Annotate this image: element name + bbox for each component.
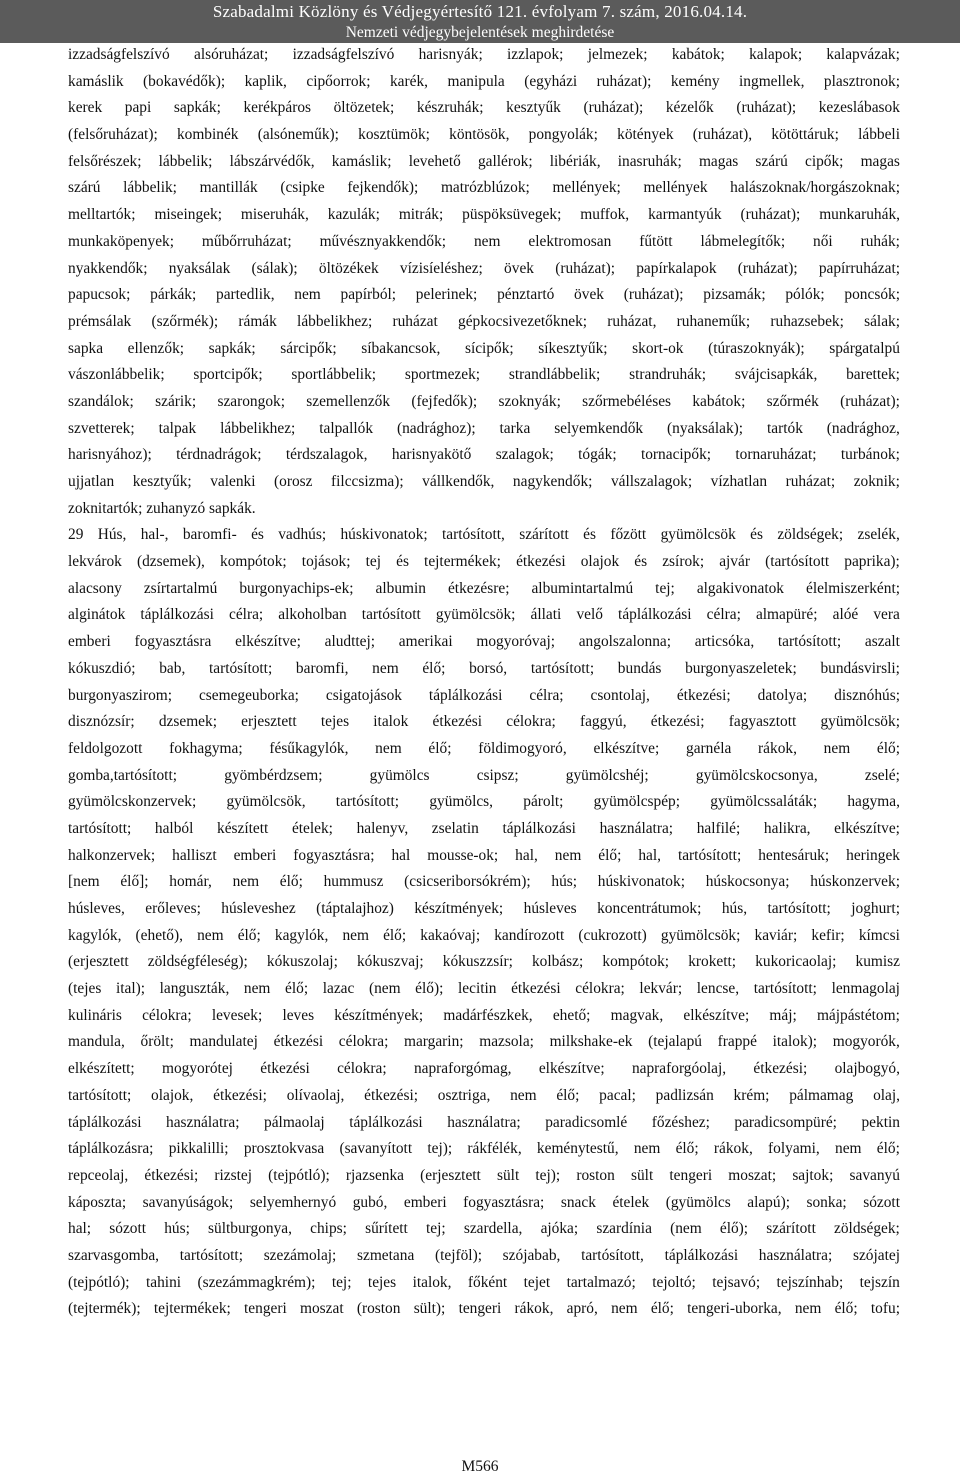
text-line: táplálkozásra; pikkalilli; prosztokvasa (savanyított tej); rákfélék, keménytestű, nem élő; rákok, folyami, nem élő; bbox=[68, 1140, 900, 1158]
section-title: Nemzeti védjegybejelentések meghirdetése bbox=[345, 24, 615, 41]
text-line: táplálkozási használatra; pálmaolaj táplálkozási használatra; paradicsomlé főzéshez; paradicsompüré; pektin bbox=[68, 1113, 900, 1131]
text-line: (erjesztett zöldségféleség); kókuszolaj; kókuszvaj; kókuszzsír; kolbász; kompótok; krokett; kukoricaolaj; kumisz bbox=[68, 953, 900, 971]
text-line: disznózsír; dzsemek; erjesztett tejes italok étkezési célokra; faggyú, étkezési; fagyasztott gyümölcsök; bbox=[68, 713, 900, 731]
text-line: káposzta; savanyúságok; selyemhernyó gubó, emberi fogyasztásra; snack ételek (gyümölcs alapú); sonka; sózott bbox=[68, 1193, 900, 1211]
text-line: szandálok; szárik; szarongok; szemellenzők (fejfedők); szoknyák; szőrmebéléses kabátok; szőrmék (ruházat); bbox=[68, 392, 900, 410]
text-line: kerek papi sapkák; kerékpáros öltözetek; készruhák; kesztyűk (ruházat); kézelők (ruházat); kezeslábasok bbox=[68, 99, 900, 117]
text-line: szarvasgomba, tartósított; szezámolaj; szmetana (tejföl); szójabab, tartósított, táplálkozási használatra; szójatej bbox=[68, 1246, 900, 1264]
text-line: zoknitartók; zuhanyzó sapkák. bbox=[68, 499, 256, 517]
text-line: munkaköpenyek; műbőrruházat; művésznyakkendők; nem elektromosan fűtött lábmelegítők; női ruhák; bbox=[68, 232, 900, 250]
text-line: [nem élő]; homár, nem élő; hummusz (csicseriborsókrém); hús; húskivonatok; húskocsonya; húskonzervek; bbox=[68, 873, 900, 891]
text-line: (felsőruházat); kombinék (alsóneműk); kosztümök; köntösök, pongyolák; kötények (ruházat), kötöttáruk; lábbeli bbox=[68, 126, 900, 144]
text-line: nyakkendők; nyaksálak (sálak); öltözékek vízisíeléshez; övek (ruházat); papírkalapok (ruházat); papírruházat; bbox=[68, 259, 900, 277]
text-line: (tejtermék); tejtermékek; tengeri moszat (roston sült); tengeri rákok, apró, nem élő; tengeri-uborka, nem élő; tofu; bbox=[68, 1300, 900, 1318]
text-line: felsőrészek; lábbelik; lábszárvédők, kamáslik; levehető gallérok; libériák, inasruhák; magas szárú cipők; magas bbox=[68, 152, 900, 170]
text-line: papucsok; párkák; partedlik, nem papírból; pelerinek; pénztartó övek (ruházat); pizsamák; pólók; poncsók; bbox=[68, 286, 900, 304]
page-number: M566 bbox=[461, 1458, 499, 1475]
text-line: lekvárok (dzsemek), kompótok; tojások; tej és tejtermékek; étkezési olajok és zsírok; ajvár (tartósított paprika); bbox=[68, 553, 900, 571]
text-line: szvetterek; talpak lábbelikhez; talpallók (nadrághoz); tarka selyemkendők (nyaksálak); tartók (nadrághoz, bbox=[68, 419, 900, 437]
text-line: tartósított; halból készített ételek; halenyv, zselatin táplálkozási használatra; halfilé; halikra, elkészítve; bbox=[68, 819, 900, 837]
text-line: mandula, őrölt; mandulatej étkezési célokra; margarin; mazsola; milkshake-ek (tejalapú frappé italok); mogyorók, bbox=[68, 1033, 900, 1051]
text-line: 29 Hús, hal-, baromfi- és vadhús; húskivonatok; tartósított, szárított és főzött gyümölcsök és zöldségek; zselék, bbox=[68, 526, 900, 544]
text-line: húsleves, erőleves; húsleveshez (táptalajhoz) készítmények; húsleves koncentrátumok; hús, tartósított; joghurt; bbox=[68, 900, 900, 917]
text-line: prémsálak (szőrmék); rámák lábbelikhez; ruházat gépkocsivezetőknek; ruházat, ruhaneműk; ruhazsebek; sálak; bbox=[68, 312, 900, 330]
journal-title: Szabadalmi Közlöny és Védjegyértesítő 121. évfolyam 7. szám, 2016.04.14. bbox=[212, 2, 748, 21]
text-line: (tejpótló); tahini (szezámmagkrém); tej; tejes italok, főként tejet tartalmazó; tejoltó; tejsavó; tejszínhab; tejszín bbox=[68, 1273, 900, 1291]
text-line: hal; sózott hús; sültburgonya, chips; sűrített tej; szardella, ajóka; szardínia (nem élő); szárított zöldségek; bbox=[68, 1220, 900, 1238]
text-line: halkonzervek; halliszt emberi fogyasztásra; hal mousse-ok; hal, nem élő; hal, tartósított; hentesáruk; heringek bbox=[68, 846, 900, 864]
text-line: gomba,tartósított; gyömbérdzsem; gyümölcs csipsz; gyümölcshéj; gyümölcskocsonya, zselé; bbox=[68, 766, 900, 784]
body-text bbox=[68, 42, 900, 1323]
text-line: ujjatlan kesztyűk; valenki (orosz filccsizma); vállkendők, nagykendők; vállszalagok; vízhatlan ruházat; zoknik; bbox=[68, 473, 900, 490]
text-line: alginátok táplálkozási célra; alkoholban tartósított gyümölcsök; állati velő táplálkozási célra; almapüré; alóé vera bbox=[68, 606, 900, 624]
text-line: kulináris célokra; levesek; leves készítmények; madárfészkek, ehető; magvak, elkészítve; máj; májpástétom; bbox=[68, 1006, 900, 1024]
page-header bbox=[0, 0, 960, 43]
text-line: alacsony zsírtartalmú burgonyachips-ek; albumin étkezésre; albumintartalmú tej; algakivonatok élelmiszerként; bbox=[68, 579, 900, 597]
text-line: elkészített; mogyorótej étkezési célokra; napraforgómag, elkészítve; napraforgóolaj, étkezési; olajbogyó, bbox=[68, 1060, 900, 1078]
text-line: kókuszdió; bab, tartósított; baromfi, nem élő; borsó, tartósított; bundás burgonyaszeletek; bundásvirsli; bbox=[68, 659, 900, 677]
text-line: tartósított; olajok, étkezési; olívaolaj, étkezési; osztriga, nem élő; pacal; padlizsán krém; pálmamag olaj, bbox=[68, 1086, 900, 1104]
text-line: burgonyaszirom; csemegeuborka; csigatojások táplálkozási célra; csontolaj, étkezési; datolya; disznóhús; bbox=[68, 686, 900, 704]
text-line: repceolaj, étkezési; rizstej (tejpótló); rjazsenka (erjesztett sült tej); roston sült tengeri moszat; sajtok; savanyú bbox=[68, 1166, 900, 1184]
text-line: feldolgozott fokhagyma; fésűkagylók, nem élő; földimogyoró, elkészítve; garnéla rákok, nem élő; bbox=[68, 739, 900, 757]
text-line: gyümölcskonzervek; gyümölcsök, tartósított; gyümölcs, párolt; gyümölcspép; gyümölcssaláták; hagyma, bbox=[68, 793, 900, 811]
text-line: kamáslik (bokavédők); kaplik, cipőorrok; karék, manipula (egyházi ruházat); kemény ingmellek, plasztronok; bbox=[68, 72, 900, 90]
text-line: emberi fogyasztásra elkészítve; aludttej; amerikai mogyoróvaj; angolszalonna; articsóka, tartósított; aszalt bbox=[68, 633, 900, 651]
text-line: sapka ellenzők; sapkák; sárcipők; síbakancsok, sícipők; síkesztyűk; skort-ok (túraszoknyák); spárgatalpú bbox=[68, 339, 900, 357]
text-line: kagylók, (ehető), nem élő; kagylók, nem élő; kakaóvaj; kandírozott (cukrozott) gyümölcsök; kaviár; kefir; kímcsi bbox=[68, 926, 900, 944]
text-line: vászonlábbelik; sportcipők; sportlábbelik; sportmezek; strandlábbelik; strandruhák; svájcisapkák, barettek; bbox=[68, 366, 900, 384]
text-line: szárú lábbelik; mantillák (csipke fejkendők); matrózblúzok; mellények; mellények halászoknak/horgászoknak; bbox=[68, 179, 900, 197]
text-line: izzadságfelszívó alsóruházat; izzadságfelszívó harisnyák; izzlapok; jelmezek; kabátok; kalapok; kalapvázak; bbox=[68, 46, 900, 63]
text-line: melltartók; miseingek; miseruhák, kazulák; mitrák; püspöksüvegek; muffok, karmantyúk (ruházat); munkaruhák, bbox=[68, 206, 900, 224]
text-line: harisnyához); térdnadrágok; térdszalagok, harisnyakötő szalagok; tógák; tornacipők; tornaruházat; turbánok; bbox=[68, 446, 900, 464]
text-line: (tejes ital); languszták, nem élő; lazac (nem élő); lecitin étkezési célokra; lekvár; lencse, tartósított; lenmagolaj bbox=[68, 980, 900, 998]
